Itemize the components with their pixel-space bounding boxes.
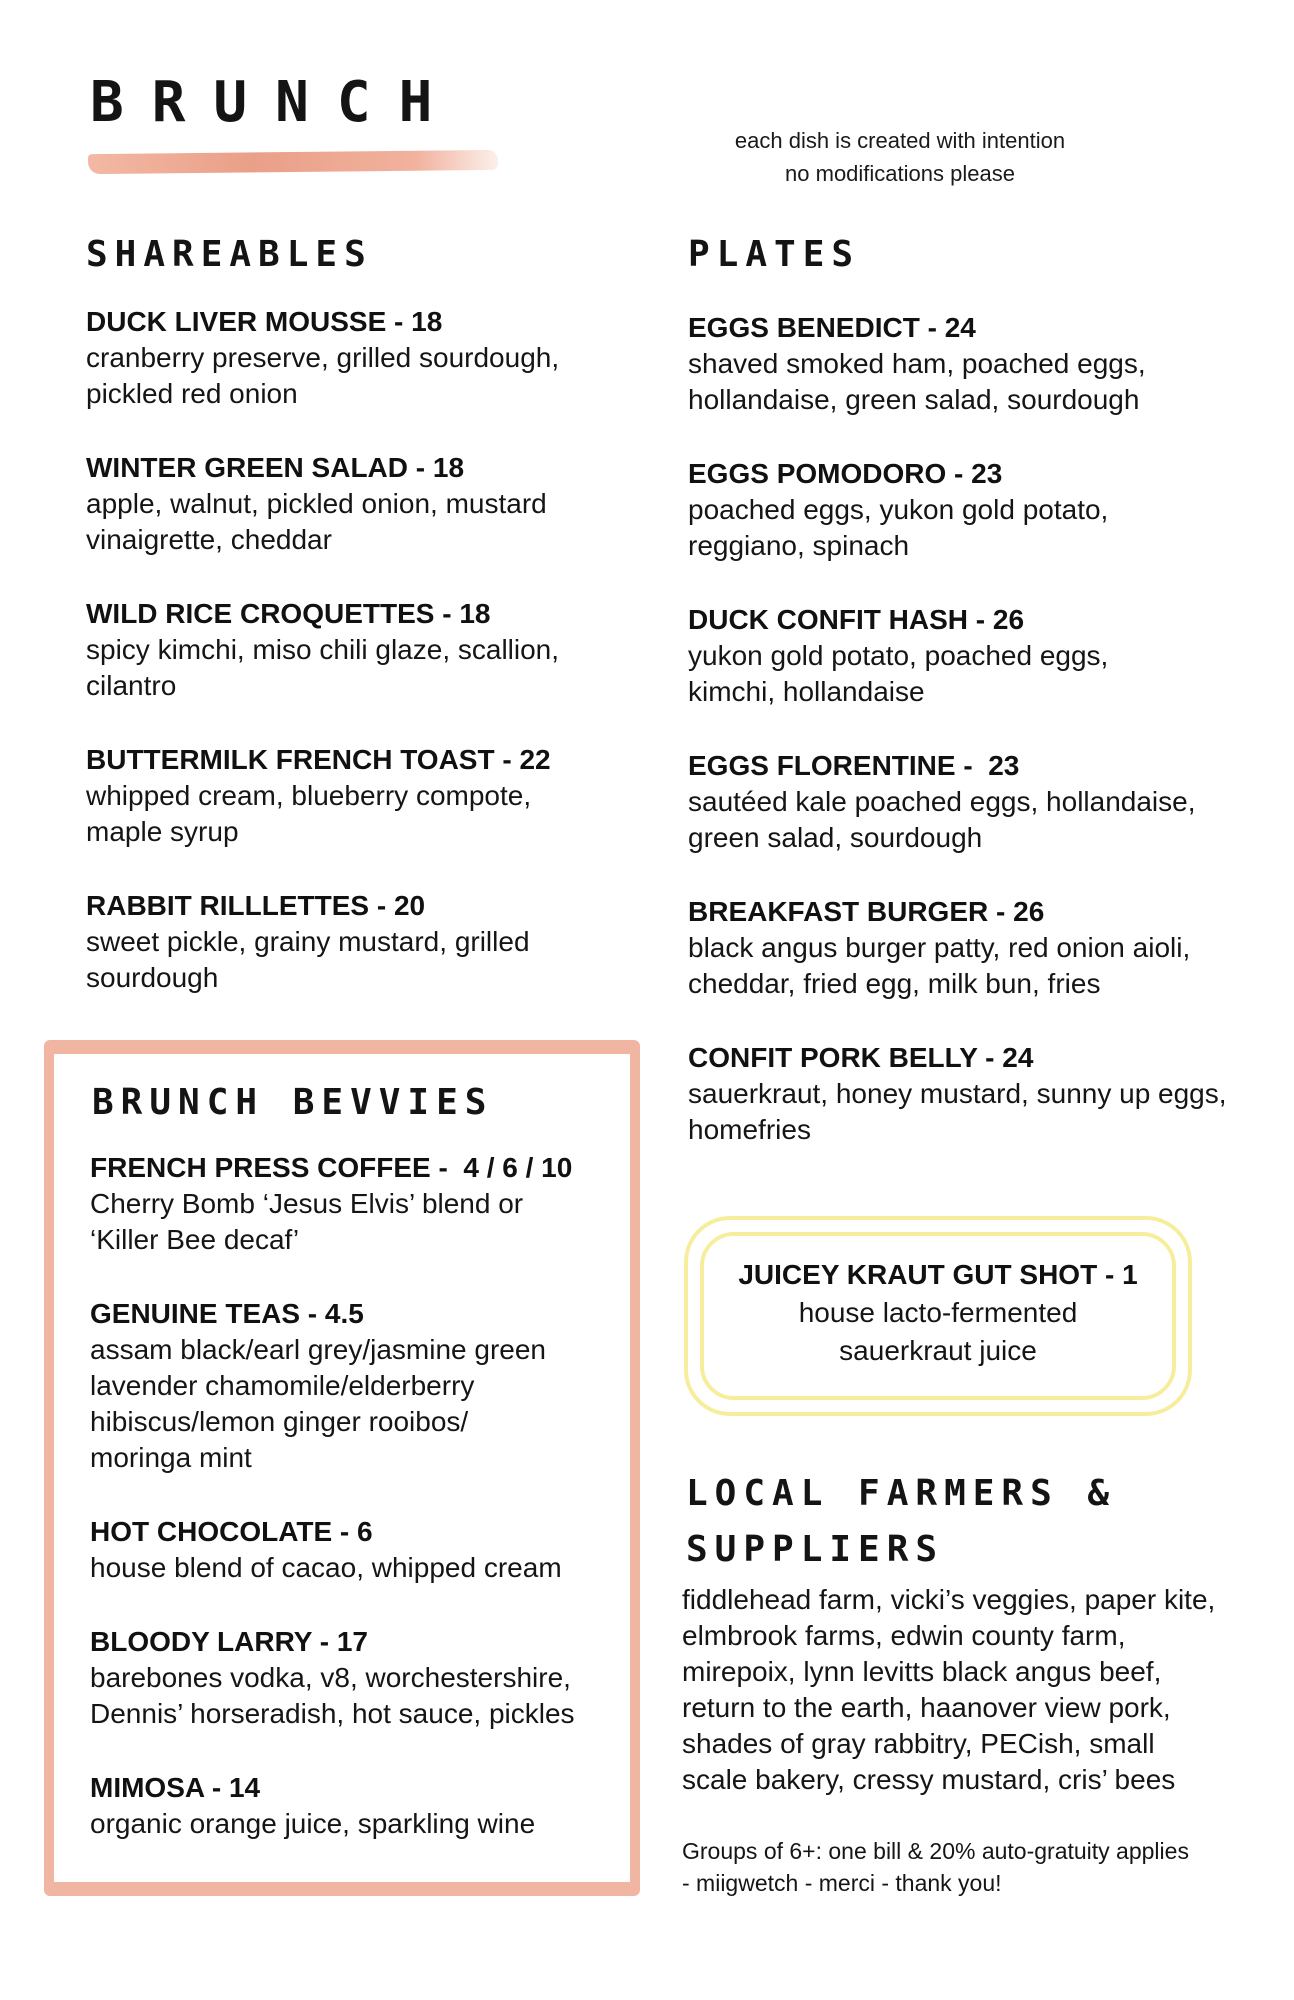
item-name: DUCK LIVER MOUSSE - 18 xyxy=(86,306,443,337)
item-name: BLOODY LARRY - 17 xyxy=(90,1626,368,1657)
item-name: BUTTERMILK FRENCH TOAST - 22 xyxy=(86,744,551,775)
item-desc: cranberry preserve, grilled sourdough, xyxy=(86,342,560,373)
item-desc: lavender chamomile/elderberry xyxy=(90,1370,475,1401)
plate-item xyxy=(688,748,1196,856)
item-name: JUICEY KRAUT GUT SHOT - 1 xyxy=(738,1259,1138,1290)
item-desc: apple, walnut, pickled onion, mustard xyxy=(86,488,547,519)
suppliers-heading-line: LOCAL FARMERS & xyxy=(686,1473,1117,1514)
item-name: WINTER GREEN SALAD - 18 xyxy=(86,452,465,483)
bevvies-heading: BRUNCH BEVVIES xyxy=(92,1082,494,1123)
item-desc: sautéed kale poached eggs, hollandaise, xyxy=(688,786,1196,817)
shareable-item xyxy=(86,596,559,704)
gut-shot-item xyxy=(700,1256,1176,1370)
suppliers-heading-line: SUPPLIERS xyxy=(686,1529,945,1570)
item-desc: homefries xyxy=(688,1114,811,1145)
item-desc: pickled red onion xyxy=(86,378,298,409)
plate-item xyxy=(688,310,1146,418)
item-name: EGGS FLORENTINE - 23 xyxy=(688,750,1020,781)
item-name: WILD RICE CROQUETTES - 18 xyxy=(86,598,491,629)
tagline-line: each dish is created with intention xyxy=(734,128,1066,153)
item-desc: yukon gold potato, poached eggs, xyxy=(688,640,1109,671)
item-desc: sweet pickle, grainy mustard, grilled xyxy=(86,926,530,957)
item-name: DUCK CONFIT HASH - 26 xyxy=(688,604,1025,635)
footer-line: - miigwetch - merci - thank you! xyxy=(682,1870,1002,1896)
shareables-heading: SHAREABLES xyxy=(86,234,373,275)
item-desc: spicy kimchi, miso chili glaze, scallion, xyxy=(86,634,560,665)
plate-item xyxy=(688,894,1190,1002)
bevvy-item xyxy=(90,1624,575,1732)
plate-item xyxy=(688,1040,1227,1148)
item-desc: cheddar, fried egg, milk bun, fries xyxy=(688,968,1101,999)
item-desc: sauerkraut, honey mustard, sunny up eggs, xyxy=(688,1078,1227,1109)
item-desc: barebones vodka, v8, worchestershire, xyxy=(90,1662,571,1693)
supplier-line: return to the earth, haanover view pork, xyxy=(682,1692,1171,1723)
bevvy-item xyxy=(90,1514,562,1586)
menu-tagline xyxy=(690,124,1110,190)
item-desc: maple syrup xyxy=(86,816,239,847)
item-desc: assam black/earl grey/jasmine green xyxy=(90,1334,546,1365)
item-name: FRENCH PRESS COFFEE - 4 / 6 / 10 xyxy=(90,1152,573,1183)
item-name: EGGS POMODORO - 23 xyxy=(688,458,1003,489)
bevvy-item xyxy=(90,1296,546,1476)
item-desc: sauerkraut juice xyxy=(839,1335,1037,1366)
item-desc: hibiscus/lemon ginger rooibos/ xyxy=(90,1406,469,1437)
suppliers-heading xyxy=(686,1466,1116,1578)
item-desc: cilantro xyxy=(86,670,177,701)
footer-line: Groups of 6+: one bill & 20% auto-gratuity applies xyxy=(682,1838,1189,1864)
shareable-item xyxy=(86,888,530,996)
item-desc: kimchi, hollandaise xyxy=(688,676,925,707)
item-name: EGGS BENEDICT - 24 xyxy=(688,312,976,343)
item-name: MIMOSA - 14 xyxy=(90,1772,261,1803)
item-desc: whipped cream, blueberry compote, xyxy=(86,780,532,811)
item-name: CONFIT PORK BELLY - 24 xyxy=(688,1042,1034,1073)
item-name: GENUINE TEAS - 4.5 xyxy=(90,1298,364,1329)
plate-item xyxy=(688,602,1108,710)
item-desc: shaved smoked ham, poached eggs, xyxy=(688,348,1146,379)
footer-note xyxy=(682,1835,1262,1899)
item-desc: ‘Killer Bee decaf’ xyxy=(90,1224,300,1255)
item-name: BREAKFAST BURGER - 26 xyxy=(688,896,1045,927)
bevvy-item xyxy=(90,1150,572,1258)
tagline-line: no modifications please xyxy=(785,161,1015,186)
plates-heading: PLATES xyxy=(688,234,861,275)
shareable-item xyxy=(86,450,547,558)
item-desc: green salad, sourdough xyxy=(688,822,983,853)
item-desc: poached eggs, yukon gold potato, xyxy=(688,494,1109,525)
supplier-line: mirepoix, lynn levitts black angus beef, xyxy=(682,1656,1162,1687)
shareable-item xyxy=(86,742,551,850)
item-desc: reggiano, spinach xyxy=(688,530,910,561)
title-brush-stroke xyxy=(88,150,498,174)
item-desc: house lacto-fermented xyxy=(798,1297,1078,1328)
item-name: HOT CHOCOLATE - 6 xyxy=(90,1516,373,1547)
item-desc: hollandaise, green salad, sourdough xyxy=(688,384,1140,415)
item-desc: Cherry Bomb ‘Jesus Elvis’ blend or xyxy=(90,1188,524,1219)
supplier-line: fiddlehead farm, vicki’s veggies, paper kite, xyxy=(682,1584,1216,1615)
plate-item xyxy=(688,456,1108,564)
shareable-item xyxy=(86,304,559,412)
supplier-line: shades of gray rabbitry, PECish, small xyxy=(682,1728,1155,1759)
bevvy-item xyxy=(90,1770,535,1842)
item-desc: vinaigrette, cheddar xyxy=(86,524,332,555)
item-desc: sourdough xyxy=(86,962,219,993)
item-desc: house blend of cacao, whipped cream xyxy=(90,1552,562,1583)
item-desc: black angus burger patty, red onion aioli, xyxy=(688,932,1191,963)
suppliers-list xyxy=(682,1582,1242,1798)
item-name: RABBIT RILLLETTES - 20 xyxy=(86,890,426,921)
item-desc: moringa mint xyxy=(90,1442,252,1473)
supplier-line: elmbrook farms, edwin county farm, xyxy=(682,1620,1126,1651)
menu-title: BRUNCH xyxy=(90,70,461,135)
item-desc: organic orange juice, sparkling wine xyxy=(90,1808,536,1839)
supplier-line: scale bakery, cressy mustard, cris’ bees xyxy=(682,1764,1176,1795)
item-desc: Dennis’ horseradish, hot sauce, pickles xyxy=(90,1698,575,1729)
